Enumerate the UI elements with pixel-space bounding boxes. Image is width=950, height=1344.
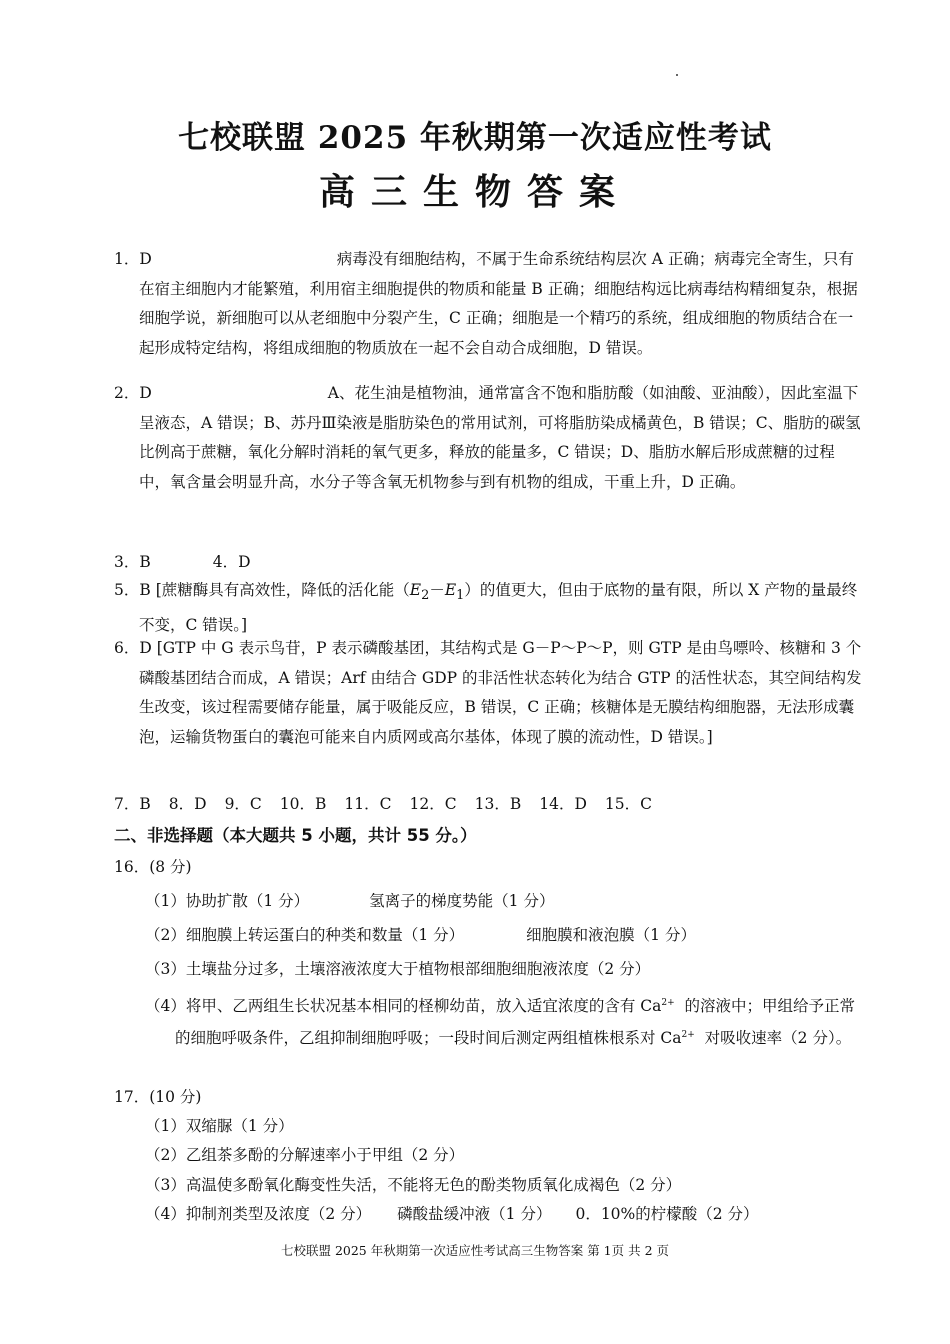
q16-part1-b: 氢离子的梯度势能（1 分） [369,892,555,910]
q16-part3: （3）土壤盐分过多，土壤溶液浓度大于植物根部细胞细胞液浓度（2 分） [145,960,651,978]
q16-part2-a: （2）细胞膜上转运蛋白的种类和数量（1 分） [145,926,465,944]
answer-q6-num: 6．D [114,639,152,657]
answer-q1 [114,245,863,363]
energy-e1: E [444,581,457,599]
answer-q6-text: [GTP 中 G 表示鸟苷，P 表示磷酸基团，其结构式是 G－P～P～P，则 GTP 是由鸟嘌呤、核糖和 3 个磷酸基团结合而成，A 错误；Arf 由结合 GDP 的非活性状态转化为结合 GTP 的活性状态，其空间结构发生改变，该过程需要储存能量，属于吸能反应，B 错误，C 正确；核糖体是无膜结构细胞器，无法形成囊泡，运输货物蛋白的囊泡可能来自内质网或高尔基体，体现了膜的流动性，D 错误。] [139,639,862,746]
energy-e2: E [409,581,422,599]
q17-part4-b: 磷酸盐缓冲液（1 分） [397,1205,552,1223]
answer-q6 [114,634,863,752]
minus-sign: － [429,581,445,599]
q16-head: 16．(8 分) [114,858,192,876]
answer-q1-text: 病毒没有细胞结构，不属于生命系统结构层次 A 正确；病毒完全寄生，只有在宿主细胞内才能繁殖，利用宿主细胞提供的物质和能量 B 正确；细胞结构远比病毒结构精细复杂，根据细胞学说，新细胞可以从老细胞中分裂产生，C 正确；细胞是一个精巧的系统，组成细胞的物质结合在一起形成特定结构，将组成细胞的物质放在一起不会自动合成细胞，D 错误。 [139,250,858,357]
answer-q12: 12．C [409,795,457,813]
calcium-charge: 2+ [661,998,675,1008]
exam-title: 七校联盟 2025 年秋期第一次适应性考试 [178,120,772,156]
answer-q2-text: A、花生油是植物油，通常富含不饱和脂肪酸（如油酸、亚油酸），因此室温下呈液态，A 错误；B、苏丹Ⅲ染液是脂肪染色的常用试剂，可将脂肪染成橘黄色，B 错误；C、脂肪的碳氢比例高于蔗糖，氧化分解时消耗的氧气更多，释放的能量多，C 错误；D、脂肪水解后形成蔗糖的过程中，氧含量会明显升高，水分子等含氧无机物参与到有机物的组成，干重上升，D 正确。 [139,384,861,491]
q17-part4 [145,1200,838,1229]
answer-q15: 15．C [604,795,652,813]
answer-q10: 10．B [279,795,327,813]
q16-part2 [145,921,838,950]
q16-part2-b: 细胞膜和液泡膜（1 分） [526,926,696,944]
answer-q5-text-a: [蔗糖酶具有高效性，降低的活化能（ [155,581,410,599]
answer-q5-text-b: ）的值更大，但由于底物的量有限，所以 X 产物的量最终不变，C 错误。] [139,581,858,634]
answer-q7: 7．B [114,795,151,813]
answer-q8: 8．D [168,795,207,813]
answer-q2-num: 2．D [114,384,152,402]
q16-part4-b: 的溶液中；甲组给予正常的细胞呼吸条件，乙组抑制细胞呼吸；一段时间后测定两组植株根系对 Ca [175,997,856,1048]
energy-e2-sub: 2 [421,588,430,604]
q17-part3: （3）高温使多酚氧化酶变性失活，不能将无色的酚类物质氧化成褐色（2 分） [145,1176,682,1194]
answer-q11: 11．C [344,795,392,813]
answer-q2 [114,379,863,497]
q16-part4-c: 对吸收速率（2 分）。 [704,1029,852,1048]
speck-mark [676,74,678,76]
q17-part1: （1）双缩脲（1 分） [145,1117,294,1135]
calcium-charge-2: 2+ [681,1030,695,1041]
energy-e1-sub: 1 [456,588,465,604]
answer-q5-num: 5．B [114,581,151,599]
answer-q4: 4．D [212,553,251,571]
answer-subtitle: 高三生物答案 [318,171,631,213]
q17-part4-c: 0．10%的柠檬酸（2 分） [575,1205,759,1223]
answer-q13: 13．B [474,795,522,813]
answer-q5 [114,576,863,640]
q16-part1 [145,887,838,916]
answer-q9: 9．C [224,795,262,813]
q16-part4-a: （4）将甲、乙两组生长状况基本相同的柽柳幼苗，放入适宜浓度的含有 Ca [145,997,662,1016]
q16-part1-a: （1）协助扩散（1 分） [145,892,310,910]
page-footer: 七校联盟 2025 年秋期第一次适应性考试高三生物答案 第 1页 共 2 页 [280,1243,670,1258]
section-heading: 二、非选择题（本大题共 5 小题，共计 55 分。） [114,826,477,845]
answer-q1-num: 1．D [114,250,152,268]
q16-part4 [145,989,868,1053]
q17-part2: （2）乙组茶多酚的分解速率小于甲组（2 分） [145,1146,465,1164]
answer-q14: 14．D [539,795,587,813]
q17-head: 17．(10 分) [114,1088,202,1106]
answer-q3: 3．B [114,553,151,571]
answer-mc-row [114,792,670,814]
q17-part4-a: （4）抑制剂类型及浓度（2 分） [145,1205,372,1223]
answer-q3-q4 [114,548,838,578]
